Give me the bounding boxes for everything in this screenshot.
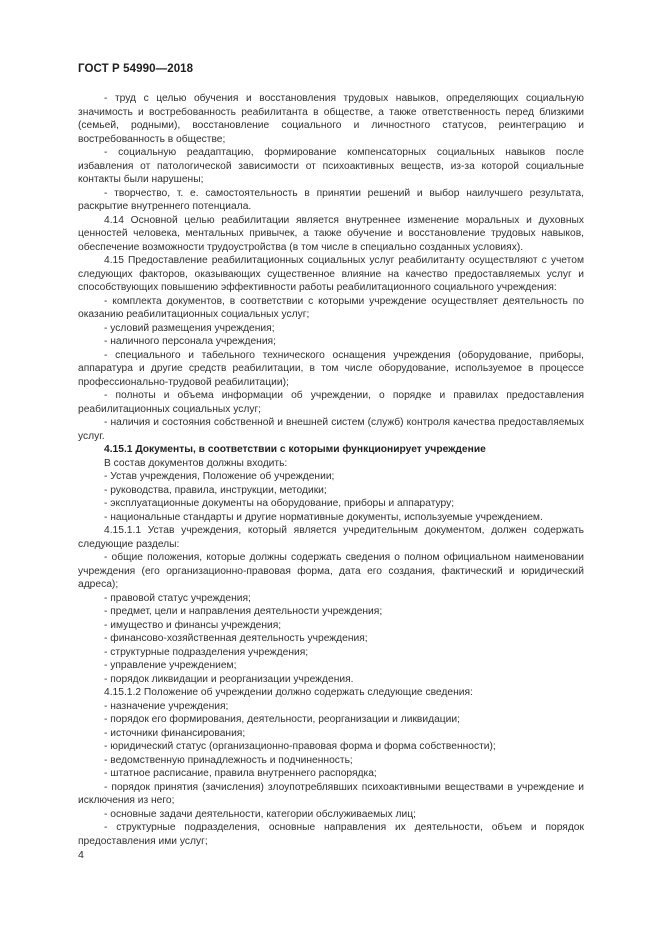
list-item-units-services: - структурные подразделения, основные направления их деятельности, объем и порядок предоставления ими услуг; xyxy=(78,822,584,847)
list-item-subordination: - ведомственную принадлежность и подчиненность; xyxy=(104,754,353,766)
list-item-main-tasks: - основные задачи деятельности, категории обслуживаемых лиц; xyxy=(104,808,416,820)
list-item-equipment: - специального и табельного технического оснащения учреждения (оборудование, приборы, аппаратура и другие средств реабилитации, в том числе оборудование, используемое в процессе профессионально-трудовой реабилитации); xyxy=(78,349,584,388)
page-number: 4 xyxy=(78,849,84,861)
list-item-charter: - Устав учреждения, Положение об учреждении; xyxy=(104,471,335,482)
list-item-admission-order: - порядок принятия (зачисления) злоупотреблявших психоактивными веществами в учреждение и исключения из него; xyxy=(78,781,584,806)
list-item-quality-control: - наличия и состояния собственной и внешней систем (служб) контроля качества предоставляемых услуг. xyxy=(78,417,584,442)
document-body xyxy=(78,92,584,848)
documents-intro: В состав документов должны входить: xyxy=(104,457,288,469)
list-item-staff-schedule: - штатное расписание, правила внутреннего распорядка; xyxy=(104,768,377,779)
list-item-economic-activity: - финансово-хозяйственная деятельность учреждения; xyxy=(104,633,368,644)
clause-4-14: 4.14 Основной целью реабилитации является внутреннее изменение моральных и духовных ценностей человека, ментальных привычек, а также обучение и восстановление трудовых навыков, обеспечение возможности трудоустройства (в том числе в специально созданных условиях). xyxy=(78,214,584,253)
list-item-placement: - условий размещения учреждения; xyxy=(104,322,275,334)
list-item-formation-order: - порядок его формирования, деятельности, реорганизации и ликвидации; xyxy=(104,714,460,725)
list-item-property-finance: - имущество и финансы учреждения; xyxy=(104,619,282,631)
list-item-manuals: - руководства, правила, инструкции, методики; xyxy=(104,484,327,496)
clause-4-15: 4.15 Предоставление реабилитационных социальных услуг реабилитанту осуществляют с учетом следующих факторов, оказывающих существенное влияние на качество предоставляемых услуг и способствующих повышению эффективности работы реабилитационного социального учреждения: xyxy=(78,255,584,293)
list-item-juridical-status: - юридический статус (организационно-правовая форма и форма собственности); xyxy=(104,741,496,752)
clause-4-15-1-1: 4.15.1.1 Устав учреждения, который является учредительным документом, должен содержать следующие разделы: xyxy=(78,525,584,550)
list-item-management: - управление учреждением; xyxy=(104,660,237,671)
list-item-creativity: - творчество, т. е. самостоятельность в принятии решений и выбор наилучшего результата, раскрытие внутреннего потенциала. xyxy=(78,187,584,212)
list-item-staff: - наличного персонала учреждения; xyxy=(104,336,276,347)
section-heading-4-15-1: 4.15.1 Документы, в соответствии с которыми функционирует учреждение xyxy=(104,444,486,455)
list-item-operational-docs: - эксплуатационные документы на оборудование, приборы и аппаратуру; xyxy=(104,498,455,509)
list-item-documents: - комплекта документов, в соответствии с которыми учреждение осуществляет деятельность по оказанию реабилитационных социальных услуг; xyxy=(78,295,584,320)
list-item-standards: - национальные стандарты и другие нормативные документы, используемые учреждением. xyxy=(104,511,543,523)
list-item-labor: - труд с целью обучения и восстановления трудовых навыков, определяющих социальную значимость и востребованность реабилитанта в обществе, а также ответственность перед близкими (семьей, родными), восстановление социального и личностного статусов, реинтеграцию и востребованность в обществе; xyxy=(78,93,584,145)
list-item-liquidation: - порядок ликвидации и реорганизации учреждения. xyxy=(104,673,354,685)
clause-4-15-1-2: 4.15.1.2 Положение об учреждении должно содержать следующие сведения: xyxy=(104,687,473,698)
list-item-funding-sources: - источники финансирования; xyxy=(104,727,246,739)
standard-header: ГОСТ Р 54990—2018 xyxy=(78,63,194,75)
list-item-legal-status: - правовой статус учреждения; xyxy=(104,592,251,604)
list-item-information: - полноты и объема информации об учреждении, о порядке и правилах предоставления реабилитационных социальных услуг; xyxy=(78,390,584,415)
list-item-purpose: - назначение учреждения; xyxy=(104,700,229,712)
list-item-readaptation: - социальную реадаптацию, формирование компенсаторных социальных навыков после избавления от патологической зависимости от психоактивных веществ, из-за которой социальные контакты были нарушены; xyxy=(78,147,584,185)
list-item-general-provisions: - общие положения, которые должны содержать сведения о полном официальном наименовании учреждения (его организационно-правовая форма, дата его создания, фактический и юридический адреса); xyxy=(78,552,584,590)
list-item-subject-goals: - предмет, цели и направления деятельности учреждения; xyxy=(104,606,383,617)
list-item-structural-units: - структурные подразделения учреждения; xyxy=(104,646,309,658)
